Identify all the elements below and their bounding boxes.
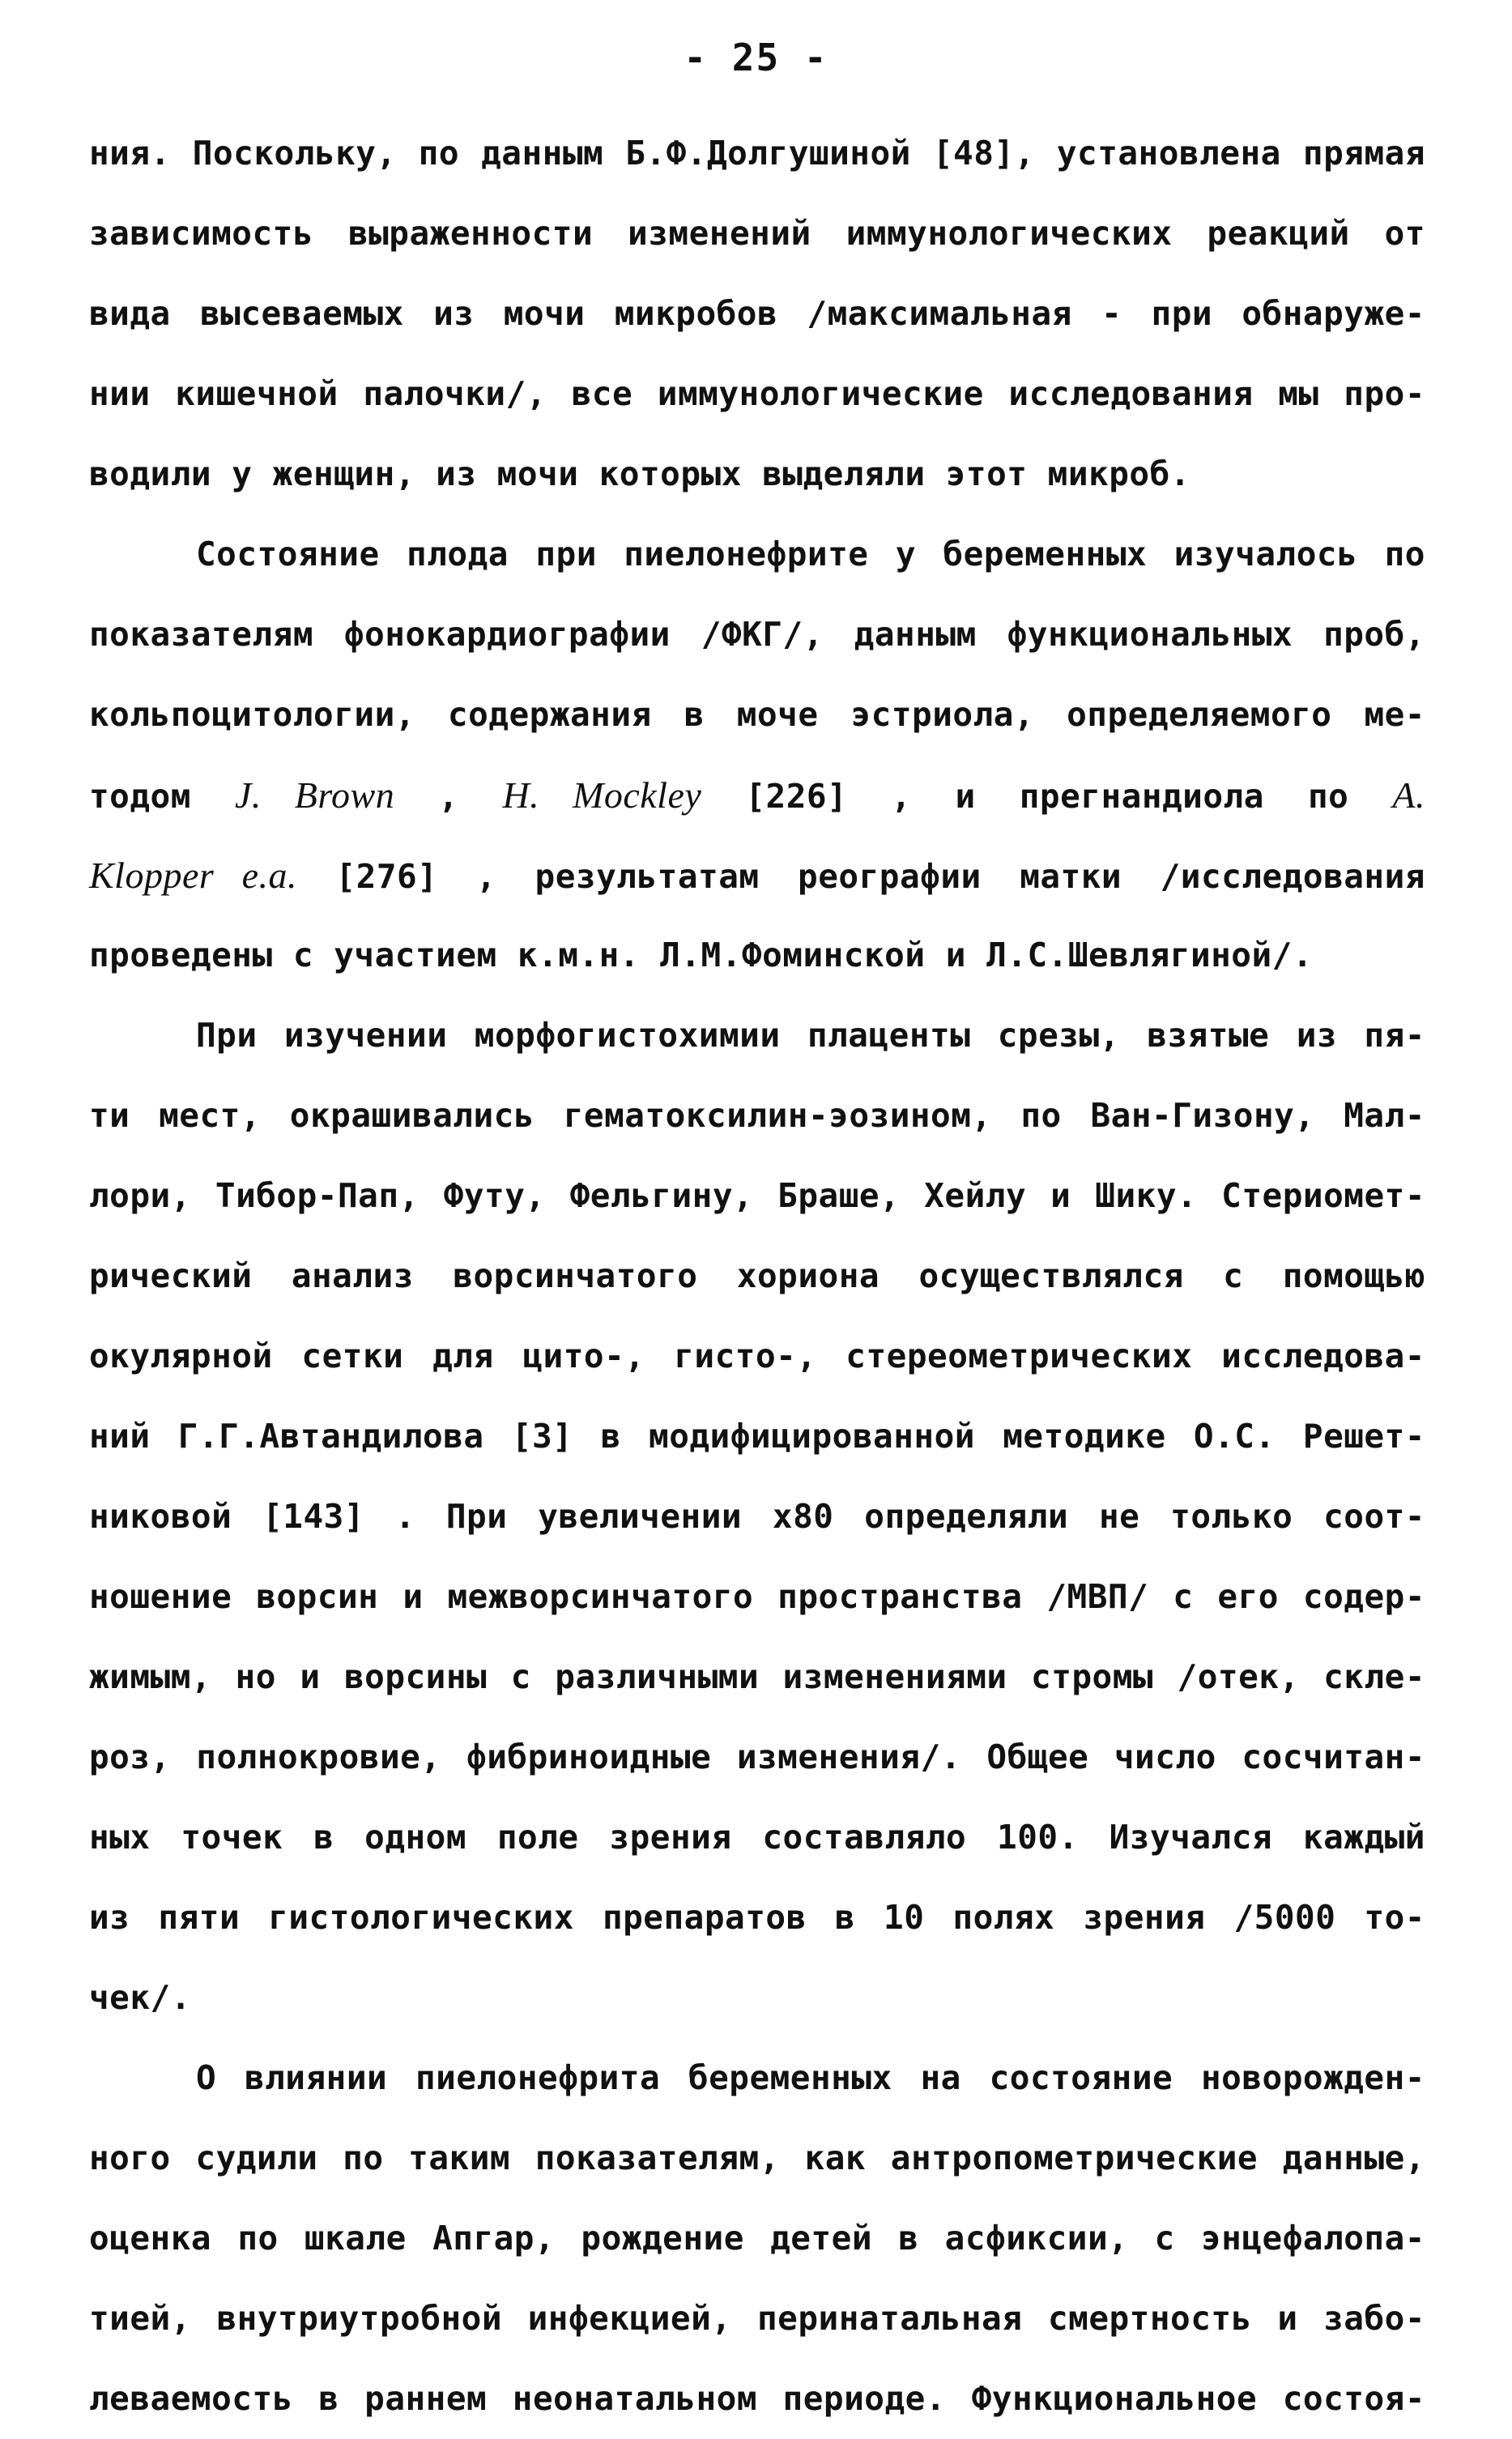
text-line: Состояние плода при пиелонефрите у беременных изучалось по: [196, 535, 1425, 574]
latin-author-name: H. Mockley: [502, 774, 702, 816]
text-line: из пяти гистологических препаратов в 10 полях зрения /5000 то-: [89, 1898, 1425, 1937]
text-line: водили у женщин, из мочи которых выделяли этот микроб.: [89, 454, 1190, 493]
text-line: При изучении морфогистохимии плаценты срезы, взятые из пя-: [196, 1016, 1425, 1055]
text-line: леваемость в раннем неонатальном периоде. Функциональное состоя-: [89, 2379, 1425, 2418]
text-line: [89, 835, 1425, 915]
text-line: рический анализ ворсинчатого хориона осуществлялся с помощью: [89, 1256, 1425, 1295]
text-line: ния. Поскольку, по данным Б.Ф.Долгушиной [48], установлена прямая: [89, 134, 1425, 173]
text-segment: [276] , результатам реографии матки /исследования: [297, 857, 1425, 896]
text-segment: [226] , и прегнандиола по: [701, 777, 1393, 816]
text-line: О влиянии пиелонефрита беременных на состояние новорожден-: [196, 2058, 1425, 2097]
text-line: нии кишечной палочки/, все иммунологические исследования мы про-: [89, 374, 1425, 413]
text-line: лори, Тибор-Пап, Футу, Фельгину, Браше, Хейлу и Шику. Стериомет-: [89, 1176, 1425, 1215]
text-line: ных точек в одном поле зрения составляло 100. Изучался каждый: [89, 1818, 1425, 1857]
text-line: жимым, но и ворсины с различными изменениями стромы /отек, скле-: [89, 1657, 1425, 1696]
text-line: роз, полнокровие, фибриноидные изменения/. Общее число сосчитан-: [89, 1738, 1425, 1776]
text-line: ного судили по таким показателям, как антропометрические данные,: [89, 2138, 1425, 2177]
text-segment: тодом: [89, 777, 235, 816]
latin-author-name: J. Brown: [234, 774, 395, 816]
text-line: вида высеваемых из мочи микробов /максимальная - при обнаруже-: [89, 294, 1425, 333]
latin-author-name: A.: [1392, 774, 1425, 816]
text-line: никовой [143] . При увеличении х80 определяли не только соот-: [89, 1497, 1425, 1536]
text-line: тией, внутриутробной инфекцией, перинатальная смертность и забо-: [89, 2299, 1425, 2338]
text-line: чек/.: [89, 1978, 191, 2017]
text-segment: ,: [394, 777, 503, 816]
latin-author-name: Klopper e.a.: [89, 855, 297, 896]
text-line: ний Г.Г.Автандилова [3] в модифицированной методике О.С. Решет-: [89, 1417, 1425, 1456]
text-line: зависимость выраженности изменений иммунологических реакций от: [89, 214, 1425, 253]
text-line: окулярной сетки для цито-, гисто-, стереометрических исследова-: [89, 1337, 1425, 1375]
text-line: показателям фонокардиографии /ФКГ/, данным функциональных проб,: [89, 615, 1425, 654]
text-line: кольпоцитологии, содержания в моче эстриола, определяемого ме-: [89, 695, 1425, 734]
text-line: [89, 755, 1425, 835]
page-number: - 25 -: [684, 36, 828, 79]
text-line: ти мест, окрашивались гематоксилин-эозином, по Ван-Гизону, Мал-: [89, 1096, 1425, 1135]
text-line: проведены с участием к.м.н. Л.М.Фоминской и Л.С.Шевлягиной/.: [89, 936, 1314, 974]
text-line: оценка по шкале Апгар, рождение детей в асфиксии, с энцефалопа-: [89, 2219, 1425, 2258]
text-line: ношение ворсин и межворсинчатого пространства /МВП/ с его содер-: [89, 1577, 1425, 1616]
document-body: [89, 113, 1425, 2439]
